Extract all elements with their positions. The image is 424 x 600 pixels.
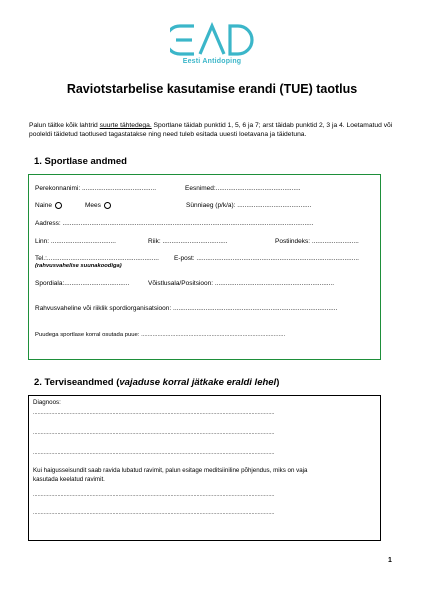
- section2-heading-main: 2. Terviseandmed (: [34, 377, 120, 388]
- event-position-field[interactable]: Võistlusala/Positsioon: ..................................................................: [148, 280, 335, 287]
- radio-male-icon[interactable]: [104, 202, 111, 209]
- first-names-field[interactable]: Eesnimed:...............................................: [185, 185, 301, 192]
- diagnosis-label: Diagnoos:: [33, 399, 61, 406]
- page-title: Raviotstarbelise kasutamise erandi (TUE) taotlus: [66, 82, 358, 96]
- country-field[interactable]: Riik: ....................................: [148, 238, 228, 245]
- radio-female-icon[interactable]: [55, 202, 62, 209]
- gender-male-option[interactable]: [85, 202, 111, 209]
- city-field[interactable]: Linn: ....................................: [35, 238, 116, 245]
- justification-line-1[interactable]: ..............................................................................................................................................................: [33, 492, 275, 498]
- ead-logo-icon: [170, 22, 254, 58]
- justification-note-line-2: kasutada keelatud ravimit.: [33, 476, 105, 483]
- intro-text-2: Sportlane täidab punktid 1, 5, 6 ja 7; arst täidab punktid 2, 3 ja 4. Loetamatud või pooleldi täidetud taotlused tagastatakse ning need tuleb esitada uuesti loetavana ja täidetuna.: [29, 122, 393, 138]
- section2-heading-italic: vajaduse korral jätkake eraldi lehel: [119, 377, 277, 388]
- phone-note: (rahvusvahelise suunakoodiga): [35, 263, 122, 269]
- phone-field[interactable]: Tel.:..............................................................: [35, 255, 159, 262]
- diagnosis-line-2[interactable]: ..............................................................................................................................................................: [33, 430, 275, 436]
- justification-note-line-1: Kui haigusseisundit saab ravida lubatud ravimit, palun esitage meditsiiniline põhjendus, miks on vaja: [33, 467, 308, 474]
- diagnosis-line-3[interactable]: ..............................................................................................................................................................: [33, 450, 275, 456]
- disability-field[interactable]: Puudega sportlase korral osutada puue: ........................................................................................: [35, 332, 286, 338]
- address-field[interactable]: Aadress: ...........................................................................................................................................: [35, 220, 314, 227]
- section1-heading: 1. Sportlase andmed: [34, 156, 127, 167]
- surname-field[interactable]: Perekonnanimi: .........................................: [35, 185, 157, 192]
- intro-paragraph: [29, 121, 397, 139]
- birthdate-field[interactable]: Sünniaeg (p/k/a): .........................................: [186, 202, 312, 209]
- sport-field[interactable]: Spordiala:....................................: [35, 280, 130, 287]
- email-field[interactable]: E-post: ..........................................................................................: [174, 255, 359, 262]
- intro-underlined: suurte tähtedega.: [99, 122, 152, 129]
- postal-code-field[interactable]: Postiindeks: ..........................: [275, 238, 359, 245]
- logo: [0, 22, 424, 58]
- gender-female-label: Naine: [35, 202, 52, 210]
- justification-line-2[interactable]: ..............................................................................................................................................................: [33, 510, 275, 516]
- logo-subtitle: Eesti Antidoping: [182, 58, 242, 65]
- diagnosis-line-1[interactable]: ..............................................................................................................................................................: [33, 410, 275, 416]
- section2-heading-end: ): [276, 377, 280, 388]
- gender-female-option[interactable]: [35, 202, 62, 209]
- intro-text-1: Palun täitke kõik lahtrid: [29, 122, 100, 129]
- sport-organization-field[interactable]: Rahvusvaheline või riiklik spordiorganisatsioon: ...........................................................................................: [35, 305, 338, 312]
- gender-male-label: Mees: [85, 202, 101, 210]
- section2-heading: [34, 377, 279, 388]
- page-number: 1: [388, 557, 392, 564]
